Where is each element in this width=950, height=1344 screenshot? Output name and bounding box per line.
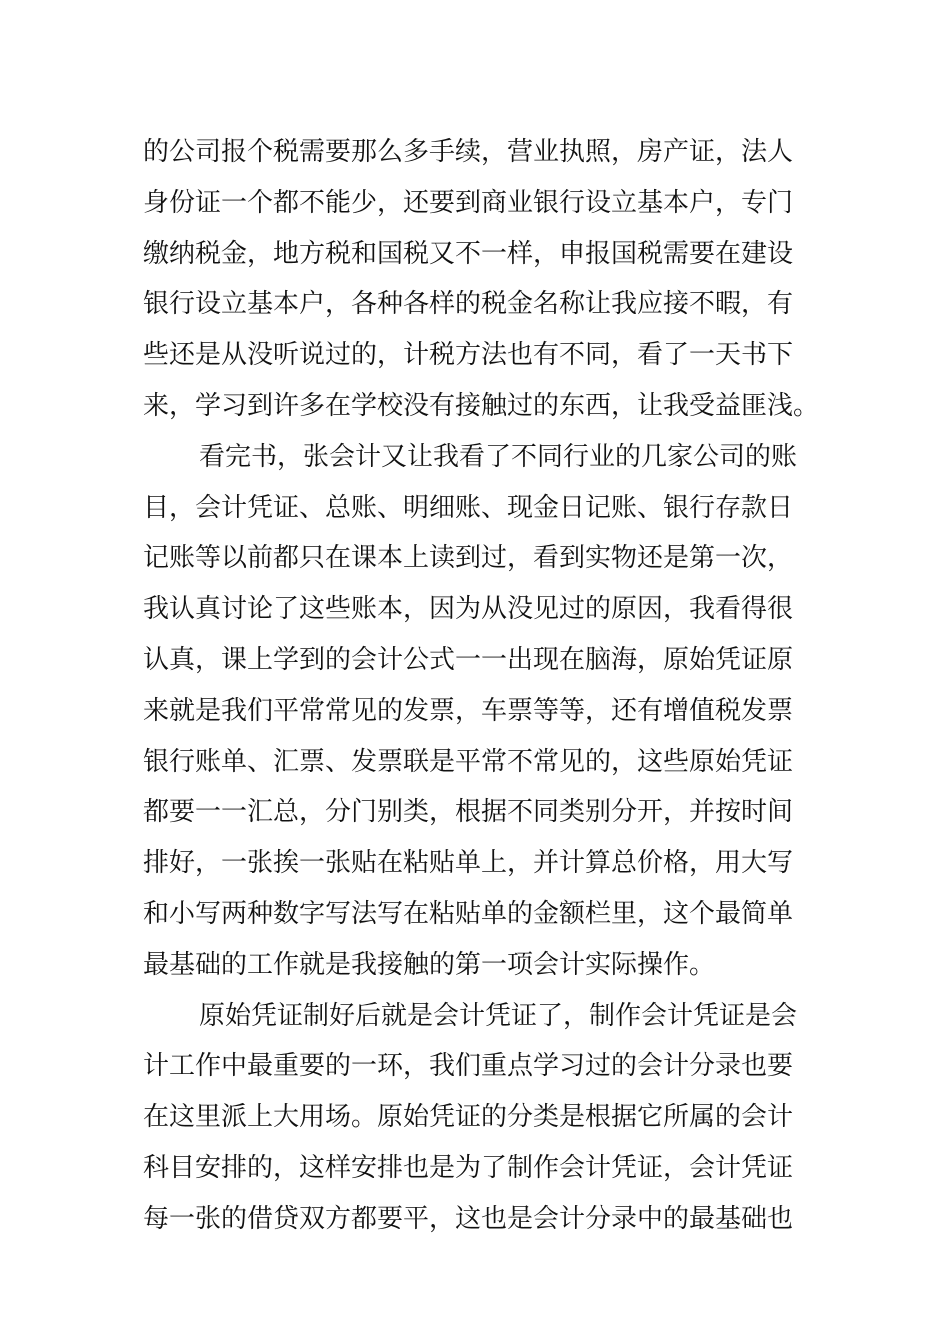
text-line: 每一张的借贷双方都要平，这也是会计分录中的最基础也 bbox=[143, 1203, 794, 1234]
paragraph-start-line: 原始凭证制好后就是会计凭证了，制作会计凭证是会 bbox=[199, 1000, 798, 1031]
text-line: 都要一一汇总，分门别类，根据不同类别分开，并按时间 bbox=[143, 797, 794, 828]
text-line: 身份证一个都不能少，还要到商业银行设立基本户，专门 bbox=[143, 187, 794, 218]
text-line: 计工作中最重要的一环，我们重点学习过的会计分录也要 bbox=[143, 1051, 794, 1082]
text-line: 目，会计凭证、总账、明细账、现金日记账、银行存款日 bbox=[143, 492, 794, 523]
text-line: 的公司报个税需要那么多手续，营业执照，房产证，法人 bbox=[143, 137, 794, 167]
text-line: 些还是从没听说过的，计税方法也有不同，看了一天书下 bbox=[143, 340, 794, 371]
text-line: 银行设立基本户，各种各样的税金名称让我应接不暇，有 bbox=[143, 289, 794, 320]
text-line: 在这里派上大用场。原始凭证的分类是根据它所属的会计 bbox=[143, 1102, 794, 1133]
text-line: 认真，课上学到的会计公式一一出现在脑海，原始凭证原 bbox=[143, 644, 794, 675]
text-line: 来就是我们平常常见的发票，车票等等，还有增值税发票 bbox=[143, 695, 794, 726]
text-line: 银行账单、汇票、发票联是平常不常见的，这些原始凭证 bbox=[143, 746, 794, 777]
text-line: 记账等以前都只在课本上读到过，看到实物还是第一次， bbox=[143, 543, 794, 574]
paragraph-start-line: 看完书，张会计又让我看了不同行业的几家公司的账 bbox=[199, 441, 798, 472]
text-line: 最基础的工作就是我接触的第一项会计实际操作。 bbox=[143, 949, 716, 980]
text-line: 我认真讨论了这些账本，因为从没见过的原因，我看得很 bbox=[143, 594, 794, 625]
text-line: 来，学习到许多在学校没有接触过的东西，让我受益匪浅。 bbox=[143, 390, 820, 421]
text-line: 缴纳税金，地方税和国税又不一样，申报国税需要在建设 bbox=[143, 238, 794, 269]
text-line: 和小写两种数字写法写在粘贴单的金额栏里，这个最简单 bbox=[143, 898, 794, 929]
text-line: 科目安排的，这样安排也是为了制作会计凭证，会计凭证 bbox=[143, 1152, 794, 1183]
text-line: 排好，一张挨一张贴在粘贴单上，并计算总价格，用大写 bbox=[143, 848, 794, 879]
document-body bbox=[143, 127, 823, 1245]
